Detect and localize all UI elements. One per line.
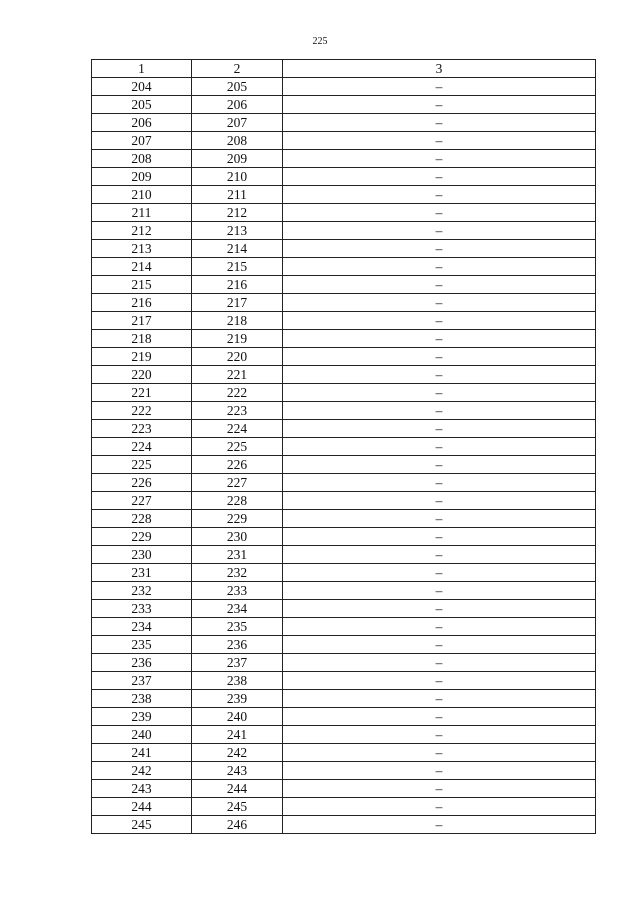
table-cell-col-2: 240 [192,708,283,726]
table-cell-col-3: – [283,726,596,744]
table-row [92,222,596,240]
table-cell-col-2: 238 [192,672,283,690]
table-cell-col-2: 239 [192,690,283,708]
table-cell-col-2: 233 [192,582,283,600]
table-cell-col-3: – [283,276,596,294]
table-row [92,492,596,510]
table-row [92,168,596,186]
column-header-2: 2 [192,60,283,78]
table-row [92,618,596,636]
table-cell-col-1: 245 [92,816,192,834]
table-cell-col-1: 208 [92,150,192,168]
table-cell-col-1: 217 [92,312,192,330]
table-cell-col-1: 226 [92,474,192,492]
table-cell-col-3: – [283,78,596,96]
table-cell-col-2: 225 [192,438,283,456]
table-cell-col-2: 212 [192,204,283,222]
table-cell-col-3: – [283,780,596,798]
table-row [92,258,596,276]
table-cell-col-3: – [283,636,596,654]
table-row [92,150,596,168]
table-row [92,348,596,366]
table-cell-col-3: – [283,474,596,492]
table-cell-col-2: 232 [192,564,283,582]
table-cell-col-1: 222 [92,402,192,420]
table-cell-col-1: 207 [92,132,192,150]
table-cell-col-2: 215 [192,258,283,276]
table-cell-col-3: – [283,366,596,384]
table-cell-col-1: 239 [92,708,192,726]
table-cell-col-2: 230 [192,528,283,546]
table-cell-col-1: 236 [92,654,192,672]
table-cell-col-2: 227 [192,474,283,492]
table-cell-col-3: – [283,96,596,114]
table-cell-col-2: 220 [192,348,283,366]
table-cell-col-2: 235 [192,618,283,636]
table-cell-col-1: 232 [92,582,192,600]
table-cell-col-1: 205 [92,96,192,114]
table-cell-col-2: 241 [192,726,283,744]
table-row [92,96,596,114]
table-cell-col-1: 228 [92,510,192,528]
table-cell-col-1: 221 [92,384,192,402]
table-cell-col-1: 224 [92,438,192,456]
table-row [92,384,596,402]
table-cell-col-3: – [283,672,596,690]
table-cell-col-1: 225 [92,456,192,474]
table-cell-col-2: 211 [192,186,283,204]
table-cell-col-1: 213 [92,240,192,258]
table-cell-col-2: 228 [192,492,283,510]
table-cell-col-2: 210 [192,168,283,186]
table-cell-col-1: 237 [92,672,192,690]
table-cell-col-3: – [283,582,596,600]
table-row [92,654,596,672]
table-cell-col-2: 226 [192,456,283,474]
table-cell-col-2: 205 [192,78,283,96]
column-header-1: 1 [92,60,192,78]
table-cell-col-3: – [283,168,596,186]
table-row [92,564,596,582]
table-cell-col-3: – [283,600,596,618]
table-cell-col-3: – [283,492,596,510]
table-body [92,78,596,834]
table-cell-col-1: 233 [92,600,192,618]
table-cell-col-1: 209 [92,168,192,186]
table-row [92,240,596,258]
header-row [92,60,596,78]
table-header [92,60,596,78]
table-cell-col-1: 218 [92,330,192,348]
table-cell-col-3: – [283,312,596,330]
table-cell-col-2: 244 [192,780,283,798]
table-cell-col-2: 214 [192,240,283,258]
table-row [92,276,596,294]
table-cell-col-3: – [283,330,596,348]
table-row [92,600,596,618]
table-cell-col-1: 240 [92,726,192,744]
table-cell-col-1: 216 [92,294,192,312]
table-cell-col-3: – [283,744,596,762]
table-cell-col-2: 236 [192,636,283,654]
table-cell-col-1: 210 [92,186,192,204]
table-cell-col-1: 230 [92,546,192,564]
table-cell-col-1: 211 [92,204,192,222]
table-cell-col-3: – [283,762,596,780]
table-cell-col-1: 214 [92,258,192,276]
table-cell-col-1: 242 [92,762,192,780]
table-cell-col-3: – [283,150,596,168]
page-number: 225 [312,36,328,47]
table-cell-col-2: 243 [192,762,283,780]
table-cell-col-2: 217 [192,294,283,312]
table-cell-col-1: 219 [92,348,192,366]
table-row [92,402,596,420]
table-cell-col-3: – [283,258,596,276]
table-row [92,510,596,528]
table-row [92,726,596,744]
table-cell-col-3: – [283,402,596,420]
table-cell-col-3: – [283,564,596,582]
table-row [92,132,596,150]
table-cell-col-3: – [283,132,596,150]
table-cell-col-2: 208 [192,132,283,150]
table-cell-col-2: 209 [192,150,283,168]
table-cell-col-1: 212 [92,222,192,240]
table-cell-col-1: 223 [92,420,192,438]
table-row [92,420,596,438]
table-row [92,438,596,456]
column-header-3: 3 [283,60,596,78]
table-row [92,546,596,564]
table-row [92,816,596,834]
table-cell-col-2: 216 [192,276,283,294]
table-cell-col-2: 246 [192,816,283,834]
table-cell-col-3: – [283,546,596,564]
table-row [92,582,596,600]
table-cell-col-2: 242 [192,744,283,762]
table-row [92,330,596,348]
table-cell-col-2: 234 [192,600,283,618]
table-row [92,798,596,816]
table-row [92,456,596,474]
table-cell-col-1: 235 [92,636,192,654]
table-cell-col-2: 224 [192,420,283,438]
table-row [92,366,596,384]
table-cell-col-1: 241 [92,744,192,762]
table-cell-col-3: – [283,186,596,204]
table-row [92,294,596,312]
table-cell-col-2: 231 [192,546,283,564]
table-cell-col-3: – [283,348,596,366]
table-cell-col-1: 220 [92,366,192,384]
table-cell-col-2: 222 [192,384,283,402]
data-table [91,59,596,834]
table-row [92,528,596,546]
table-cell-col-3: – [283,708,596,726]
table-cell-col-3: – [283,618,596,636]
table-cell-col-3: – [283,456,596,474]
table-cell-col-1: 229 [92,528,192,546]
table-row [92,186,596,204]
table-cell-col-1: 243 [92,780,192,798]
table-cell-col-1: 206 [92,114,192,132]
table-cell-col-2: 218 [192,312,283,330]
table-cell-col-3: – [283,294,596,312]
table-cell-col-3: – [283,420,596,438]
table-row [92,78,596,96]
table-cell-col-2: 229 [192,510,283,528]
table-row [92,474,596,492]
table-row [92,204,596,222]
table-cell-col-2: 206 [192,96,283,114]
table-cell-col-3: – [283,528,596,546]
table-cell-col-3: – [283,654,596,672]
table-cell-col-3: – [283,510,596,528]
table-cell-col-1: 234 [92,618,192,636]
table-cell-col-1: 215 [92,276,192,294]
table-cell-col-3: – [283,114,596,132]
table-cell-col-1: 238 [92,690,192,708]
table-row [92,780,596,798]
table-cell-col-3: – [283,816,596,834]
table-cell-col-1: 244 [92,798,192,816]
table-cell-col-3: – [283,384,596,402]
table-cell-col-2: 207 [192,114,283,132]
table-row [92,690,596,708]
table-row [92,744,596,762]
table-row [92,114,596,132]
table-row [92,636,596,654]
table-cell-col-1: 231 [92,564,192,582]
table-cell-col-2: 237 [192,654,283,672]
table-row [92,762,596,780]
table-cell-col-2: 221 [192,366,283,384]
table-row [92,708,596,726]
table-row [92,312,596,330]
table-cell-col-3: – [283,222,596,240]
table-cell-col-3: – [283,438,596,456]
table-cell-col-1: 204 [92,78,192,96]
table-cell-col-2: 213 [192,222,283,240]
table-row [92,672,596,690]
table-cell-col-3: – [283,690,596,708]
table-cell-col-2: 245 [192,798,283,816]
table-cell-col-1: 227 [92,492,192,510]
table-cell-col-2: 219 [192,330,283,348]
table-cell-col-3: – [283,240,596,258]
table-cell-col-3: – [283,798,596,816]
table-cell-col-3: – [283,204,596,222]
table-cell-col-2: 223 [192,402,283,420]
